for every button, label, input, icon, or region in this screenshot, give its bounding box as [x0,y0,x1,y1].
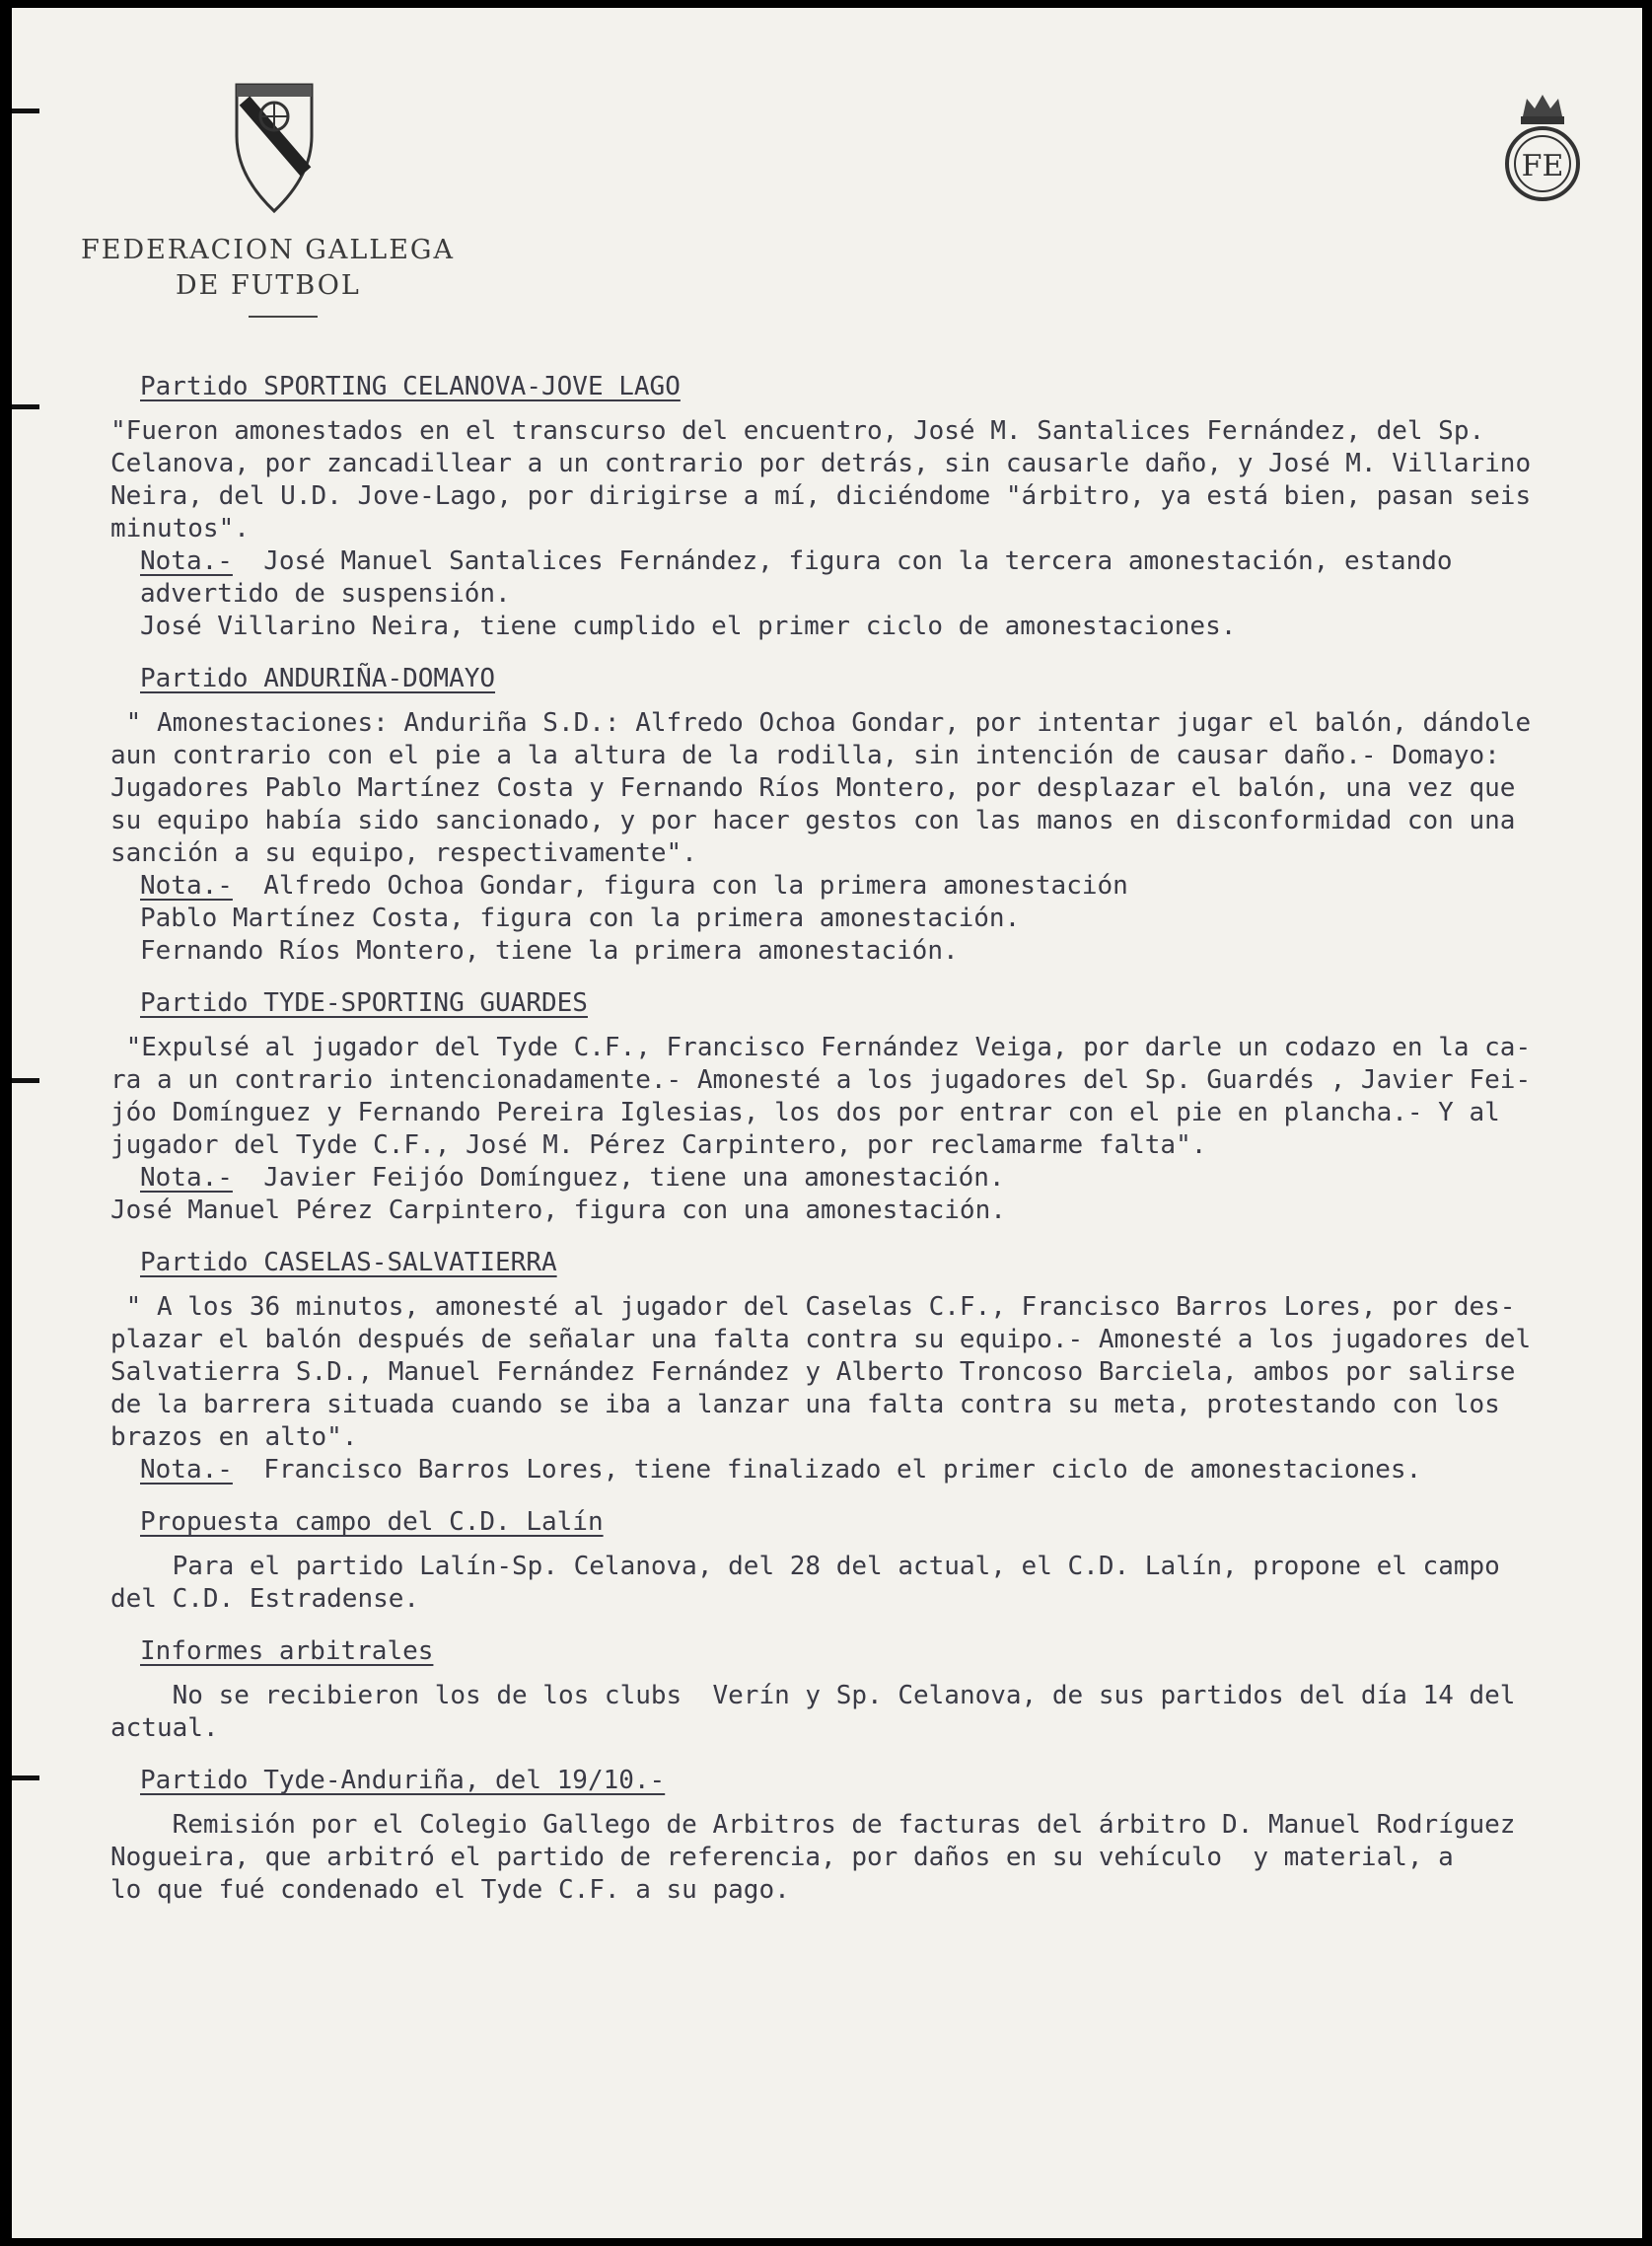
nota-label: Nota.- [140,1163,233,1193]
section-title: Partido Tyde-Anduriña, del 19/10.- [140,1766,666,1795]
document-page [12,8,1642,2238]
nota-text: Alfredo Ochoa Gondar, figura con la primera amonestación [232,871,1128,901]
federation-shield-icon [231,77,318,215]
nota-text: Javier Feijóo Domínguez, tiene una amonestación. [232,1163,1005,1193]
nota-label: Nota.- [140,1455,233,1485]
section [110,987,1610,1227]
section [110,1635,1610,1745]
section-body: "Expulsé al jugador del Tyde C.F., Francisco Fernández Veiga, por darle un codazo en la ca- ra a un contrario intencionadamente.- Amonesté a los jugadores del Sp. Guardés , Javier Fei- jóo Domínguez y Fernando Pereira Iglesias, los dos por entrar con el pie en plancha.- Y al jugador del Tyde C.F., José M. Pérez Carpintero, por reclamarme falta". [110,1033,1532,1160]
note-detail-line: advertido de suspensión. [140,579,511,609]
section [110,371,1610,643]
section [110,1247,1610,1486]
note-detail-line: José Villarino Neira, tiene cumplido el primer ciclo de amonestaciones. [140,612,1237,641]
section-body: Remisión por el Colegio Gallego de Arbitros de facturas del árbitro D. Manuel Rodríguez Nogueira, que arbitró el partido de referencia, por daños en su vehículo y material, a lo que fué condenado el Tyde C.F. a su pago. [110,1810,1516,1905]
section-body: " A los 36 minutos, amonesté al jugador del Caselas C.F., Francisco Barros Lores, por des- plazar el balón después de señalar una falta contra su equipo.- Amonesté a los jugadores del Salvatierra S.D., Manuel Fernández Fernández y Alberto Troncoso Barciela, ambos por salirse de la barrera situada cuando se iba a lanzar una falta contra su meta, protestando con los brazos en alto". [110,1292,1532,1452]
section [110,1765,1610,1907]
nota-line [110,870,1610,903]
punch-hole-mark [12,109,39,113]
document-body [110,371,1610,1926]
section [110,663,1610,968]
punch-hole-mark [12,1078,39,1083]
section-title: Partido ANDURIÑA-DOMAYO [140,664,496,693]
section [110,1506,1610,1616]
nota-label: Nota.- [140,546,233,576]
section-title: Propuesta campo del C.D. Lalín [140,1507,604,1537]
federation-name-line1: FEDERACION GALLEGA [81,235,455,265]
nota-label: Nota.- [140,871,233,901]
note-detail-line: Fernando Ríos Montero, tiene la primera amonestación. [140,936,959,966]
nota-line [110,545,1610,578]
section-body: No se recibieron los de los clubs Verín y Sp. Celanova, de sus partidos del día 14 del actual. [110,1681,1516,1743]
punch-hole-mark [12,404,39,409]
section-body: "Fueron amonestados en el transcurso del encuentro, José M. Santalices Fernández, del Sp. Celanova, por zancadillear a un contrario por detrás, sin causarle daño, y José M. Villarino Neira, del U.D. Jove-Lago, por dirigirse a mí, diciéndome "árbitro, ya está bien, pasan seis minutos". [110,416,1532,543]
nota-text: Francisco Barros Lores, tiene finalizado el primer ciclo de amonestaciones. [232,1455,1422,1485]
svg-text:FE: FE [1521,149,1564,183]
federation-name-line2: DE FUTBOL [176,270,361,301]
note-detail-line: José Manuel Pérez Carpintero, figura con una amonestación. [110,1195,1006,1225]
note-detail-line: Pablo Martínez Costa, figura con la primera amonestación. [140,904,1021,933]
section-title: Partido SPORTING CELANOVA-JOVE LAGO [140,372,681,401]
punch-hole-mark [12,1775,39,1780]
letterhead [81,77,455,333]
nota-text: José Manuel Santalices Fernández, figura con la tercera amonestación, estando [232,546,1453,576]
section-title: Partido CASELAS-SALVATIERRA [140,1248,557,1277]
section-body: " Amonestaciones: Anduriña S.D.: Alfredo Ochoa Gondar, por intentar jugar el balón, dándole aun contrario con el pie a la altura de la rodilla, sin intención de causar daño.- Domayo: Jugadores Pablo Martínez Costa y Fernando Ríos Montero, por desplazar el balón, una vez que su equipo había sido sancionado, y por hacer gestos con las manos en disconformidad con una sanción a su equipo, respectivamente". [110,708,1532,868]
nota-line [110,1162,1610,1195]
section-body: Para el partido Lalín-Sp. Celanova, del 28 del actual, el C.D. Lalín, propone el campo del C.D. Estradense. [110,1552,1500,1614]
section-title: Partido TYDE-SPORTING GUARDES [140,988,588,1018]
crown-crest-icon [1501,87,1584,205]
nota-line [110,1454,1610,1486]
section-title: Informes arbitrales [140,1636,434,1666]
letterhead-divider [249,316,318,318]
